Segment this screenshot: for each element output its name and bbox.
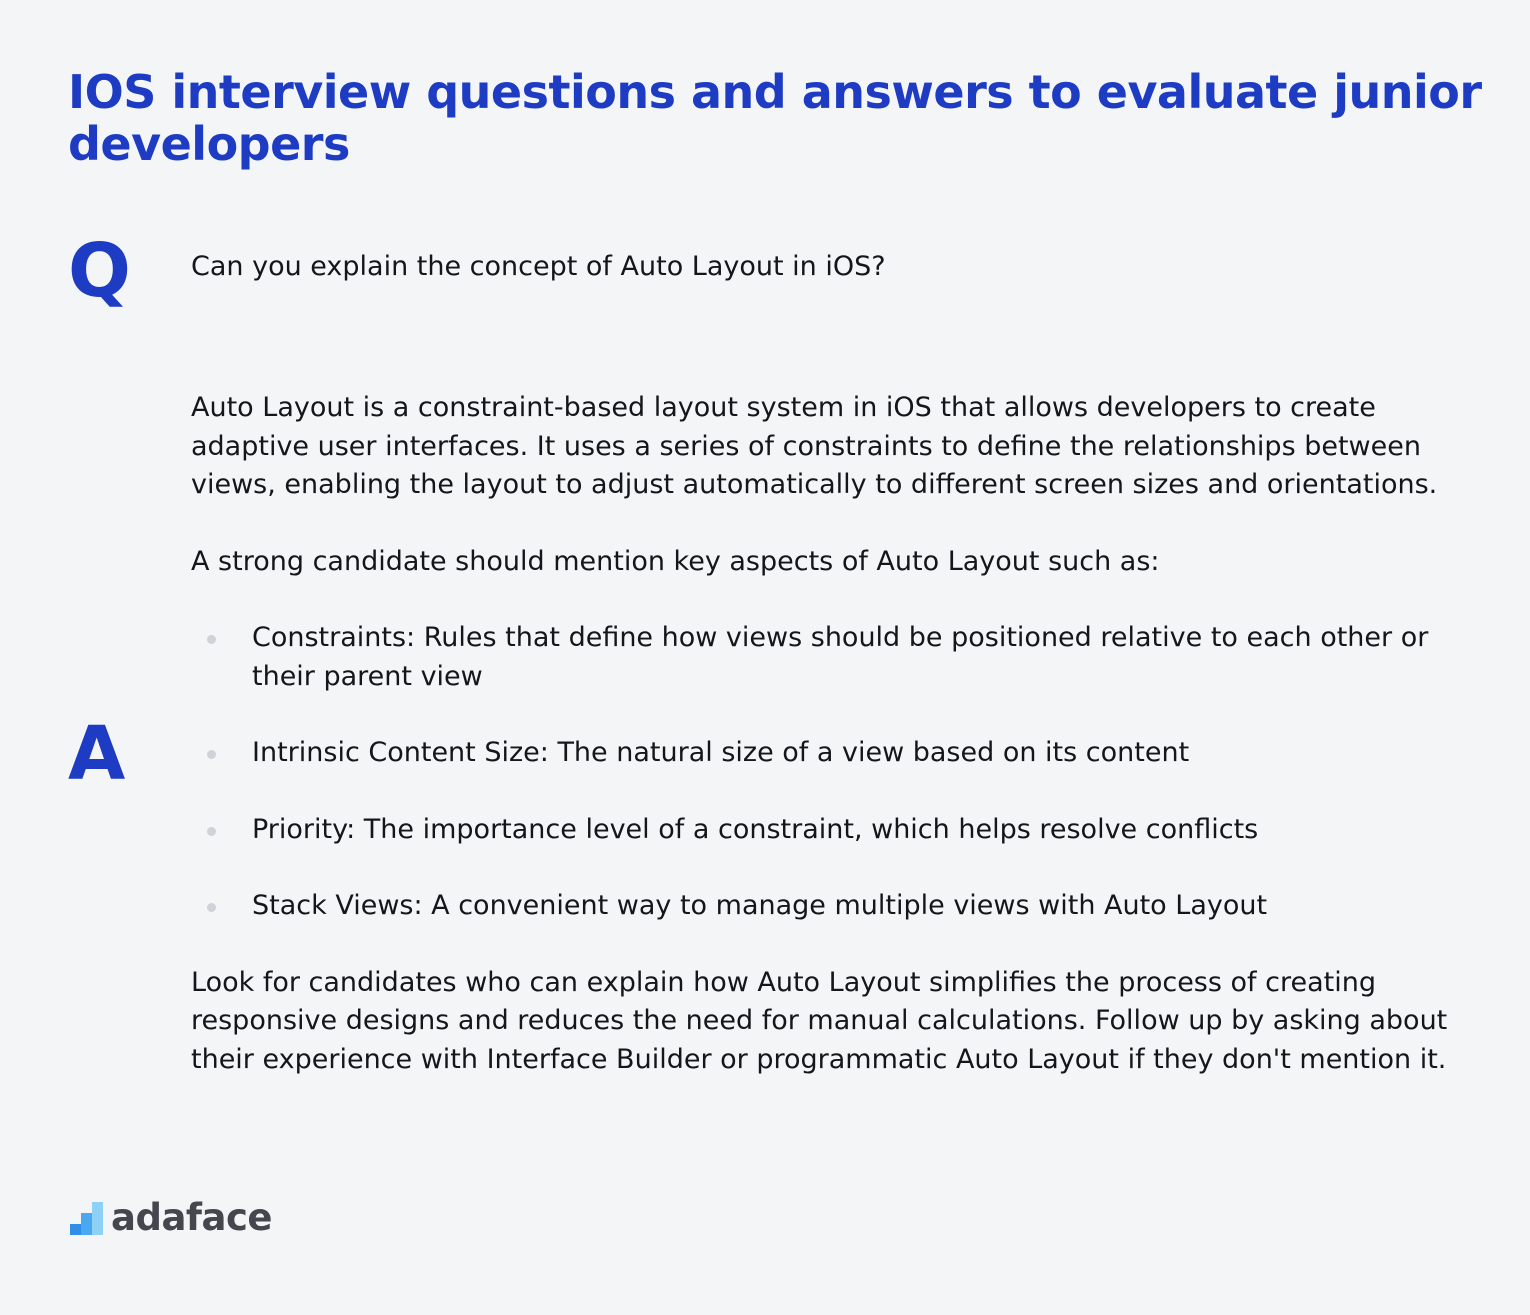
adaface-logo <box>70 1198 272 1238</box>
answer-closing: Look for candidates who can explain how Auto Layout simplifies the process of creating responsive designs and reduces the need for manual calculations. Follow up by asking about their experience with Interface Builder or programmatic Auto Layout if they don't mention it. <box>191 966 1448 1075</box>
list-item <box>191 734 1466 773</box>
page-title: IOS interview questions and answers to evaluate junior developers <box>68 65 1482 171</box>
list-item-text: Stack Views: A convenient way to manage multiple views with Auto Layout <box>252 890 1268 921</box>
bullet-dot-icon <box>207 635 216 644</box>
answer-body <box>191 389 1466 1079</box>
key-aspects-list <box>191 619 1466 926</box>
logo-step-1 <box>70 1224 81 1235</box>
bullet-dot-icon <box>207 827 216 836</box>
answer-intro: Auto Layout is a constraint-based layout system in iOS that allows developers to create adaptive user interfaces. It uses a series of constraints to define the relationships between views, enabling the layout to adjust automatically to different screen sizes and orientations. <box>191 392 1438 500</box>
logo-step-3 <box>92 1202 103 1235</box>
list-item-text: Priority: The importance level of a constraint, which helps resolve conflicts <box>252 813 1259 845</box>
list-item <box>191 887 1466 926</box>
list-item-text: Constraints: Rules that define how views should be positioned relative to each other or their parent view <box>252 622 1429 692</box>
bullet-dot-icon <box>207 903 216 912</box>
answer-marker: A <box>68 711 126 797</box>
answer-lead: A strong candidate should mention key aspects of Auto Layout such as: <box>191 545 1160 577</box>
adaface-steps-logo-icon <box>70 1202 103 1235</box>
bullet-dot-icon <box>207 750 216 759</box>
list-item <box>191 619 1466 696</box>
logo-step-2 <box>81 1213 92 1235</box>
question-marker: Q <box>68 228 131 314</box>
list-item-text: Intrinsic Content Size: The natural size of a view based on its content <box>252 737 1190 768</box>
question-text: Can you explain the concept of Auto Layout in iOS? <box>191 251 886 282</box>
brand-name: adaface <box>111 1196 273 1239</box>
list-item <box>191 811 1466 850</box>
